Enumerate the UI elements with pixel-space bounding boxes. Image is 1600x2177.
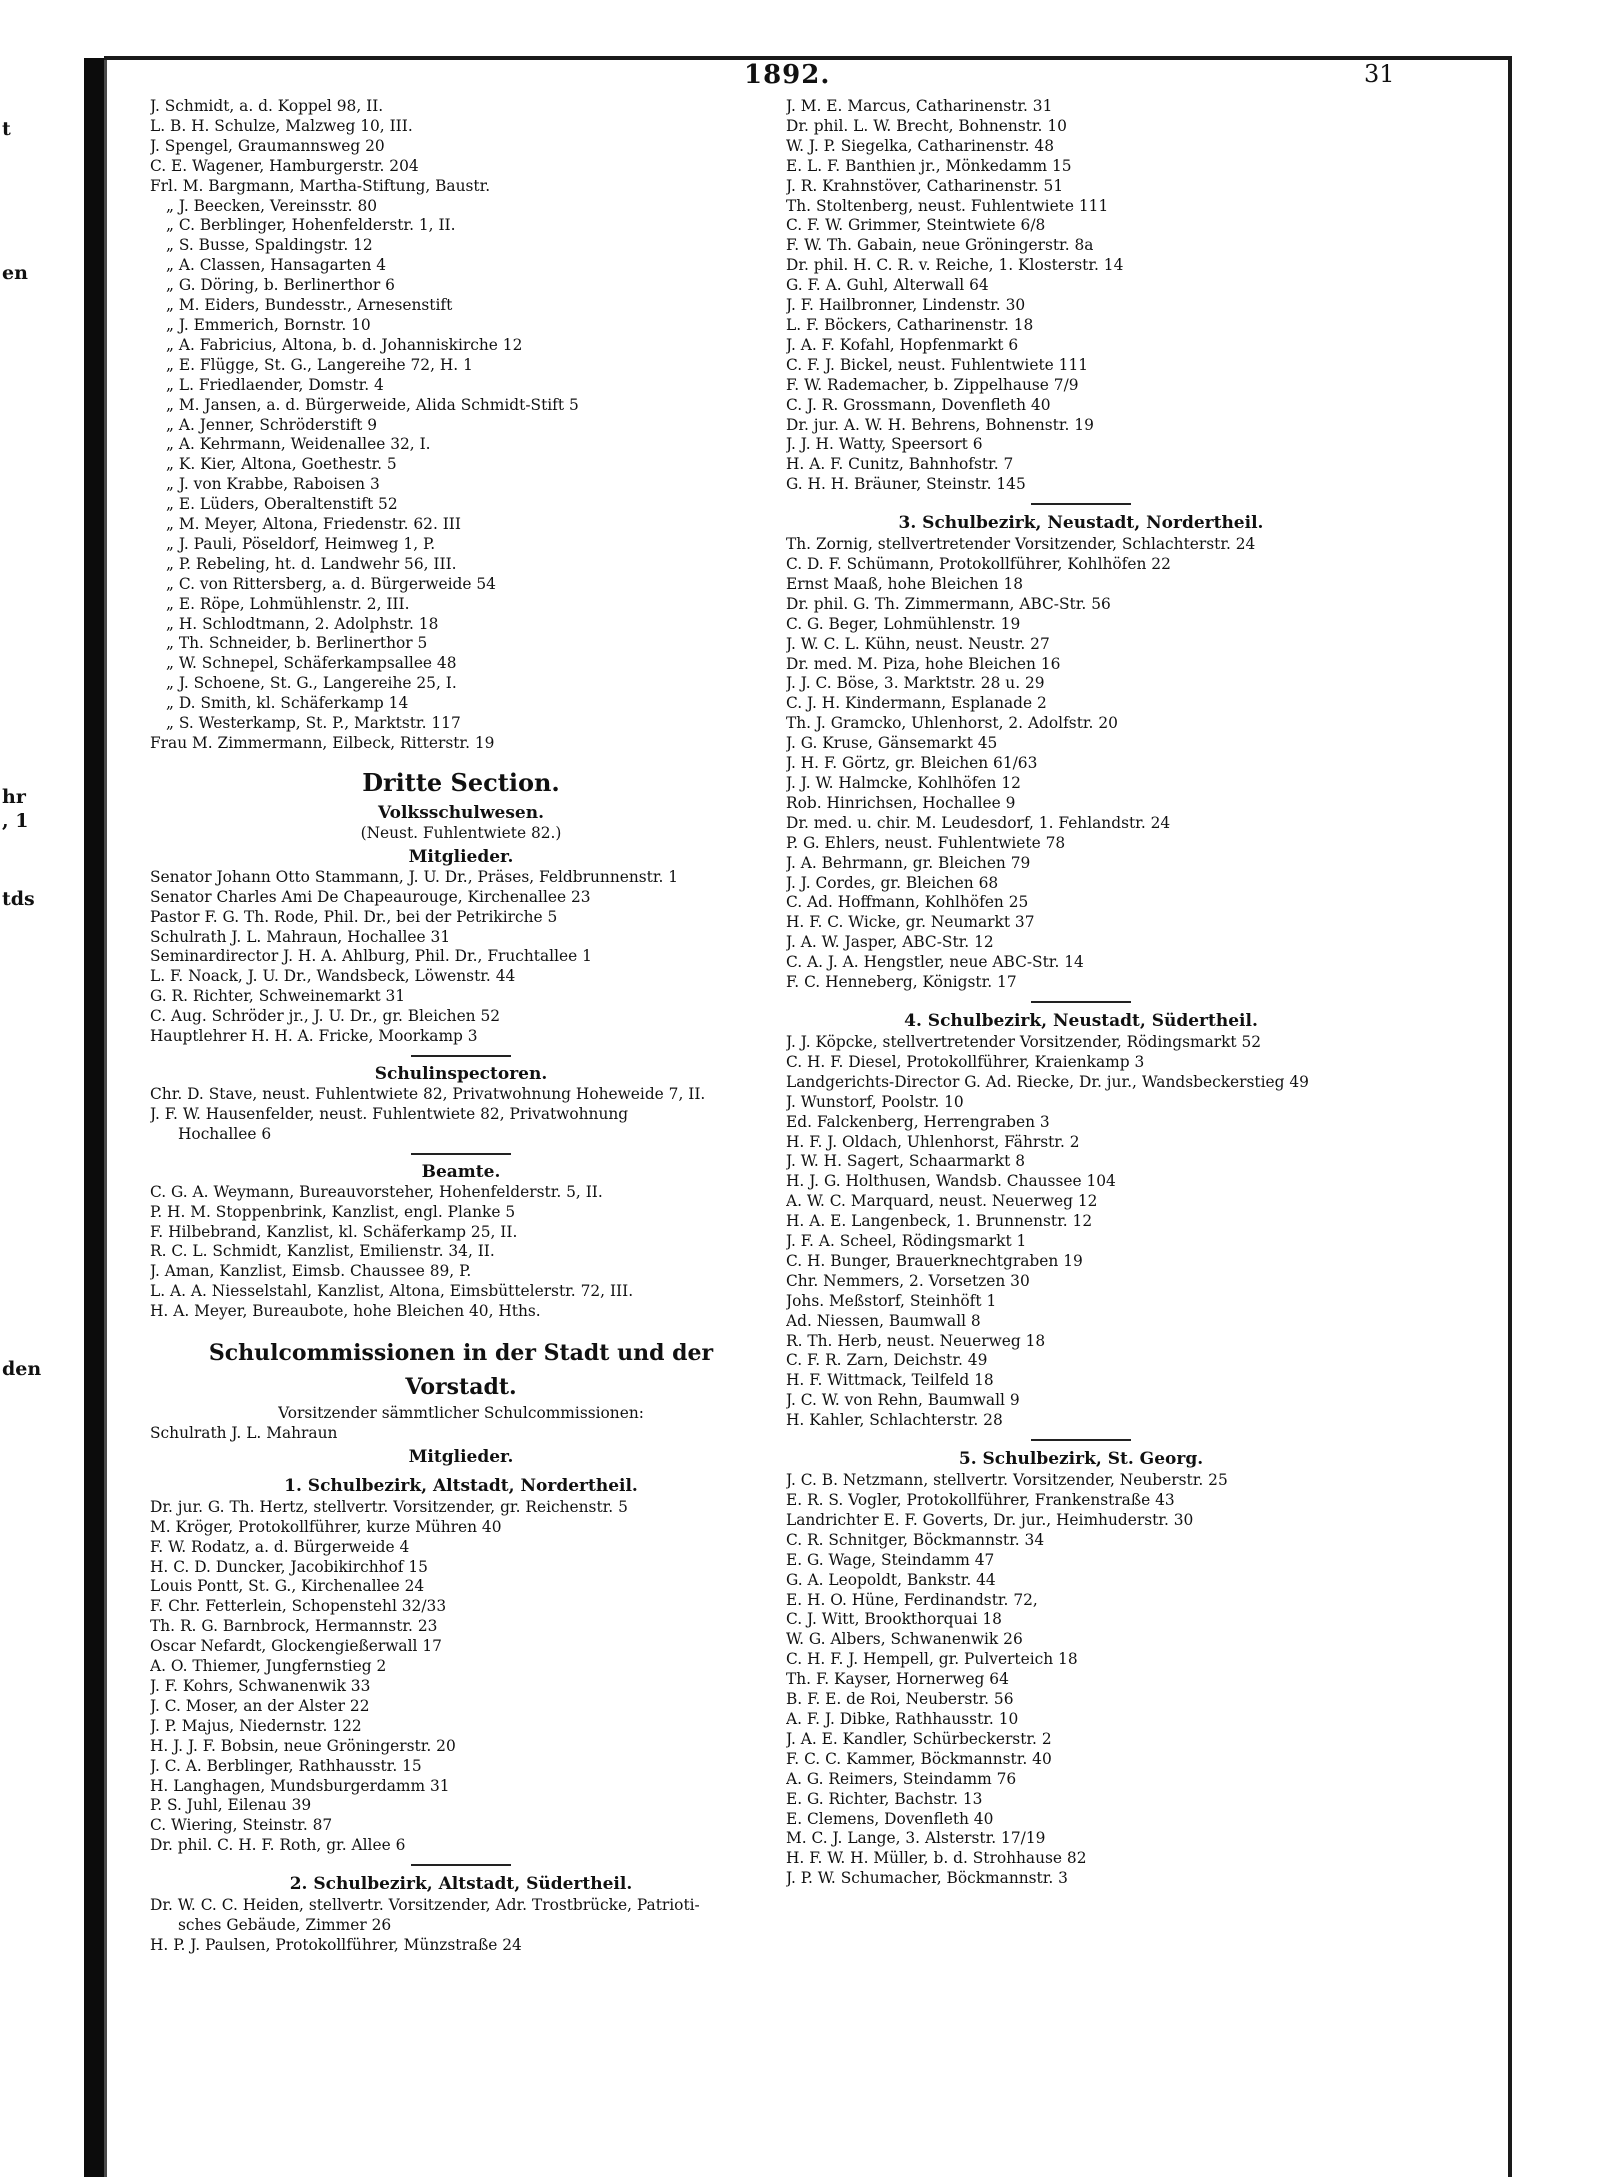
- list-item: Dr. med. u. chir. M. Leudesdorf, 1. Fehlandstr. 24: [786, 813, 1171, 832]
- list-item: „ J. von Krabbe, Raboisen 3: [166, 475, 380, 494]
- list-item: Dr. phil. G. Th. Zimmermann, ABC-Str. 56: [786, 594, 1111, 613]
- right-column: [786, 97, 1376, 1889]
- list-item: „ M. Eiders, Bundesstr., Arnesenstift: [166, 296, 453, 315]
- list-item: J. Schmidt, a. d. Koppel 98, II.: [150, 97, 384, 115]
- list-item: C. F. J. Bickel, neust. Fuhlentwiete 111: [786, 355, 1089, 374]
- list-item: A. O. Thiemer, Jungfernstieg 2: [150, 1657, 387, 1676]
- list-item: F. W. Rodatz, a. d. Bürgerweide 4: [150, 1537, 410, 1556]
- margin-fragment: tds: [2, 888, 35, 910]
- list-item: „ C. Berblinger, Hohenfelderstr. 1, II.: [166, 216, 456, 235]
- subsection-heading: Schulinspectoren.: [374, 1063, 548, 1084]
- list-item: „ P. Rebeling, ht. d. Landwehr 56, III.: [166, 554, 457, 573]
- margin-fragment: hr: [2, 786, 26, 808]
- list-item: E. R. S. Vogler, Protokollführer, Frankenstraße 43: [786, 1491, 1175, 1509]
- list-item: W. G. Albers, Schwanenwik 26: [786, 1630, 1023, 1649]
- list-item: H. J. J. F. Bobsin, neue Gröningerstr. 20: [150, 1736, 456, 1755]
- list-item: J. A. W. Jasper, ABC-Str. 12: [786, 933, 994, 952]
- list-item: Dr. phil. C. H. F. Roth, gr. Allee 6: [150, 1836, 406, 1855]
- list-item: F. W. Th. Gabain, neue Gröningerstr. 8a: [786, 236, 1094, 255]
- margin-fragment: t: [2, 118, 11, 140]
- section-divider: [1031, 503, 1131, 505]
- list-item: [150, 1896, 772, 1936]
- main-heading: Schulcommissionen in der Stadt und der Vorstadt.: [208, 1340, 714, 1401]
- list-item: Ad. Niessen, Baumwall 8: [786, 1311, 981, 1330]
- list-item: Schulrath J. L. Mahraun: [150, 1423, 338, 1442]
- list-item: C. F. R. Zarn, Deichstr. 49: [786, 1351, 988, 1370]
- list-item: Oscar Nefardt, Glockengießerwall 17: [150, 1637, 442, 1656]
- list-item: J. A. F. Kofahl, Hopfenmarkt 6: [786, 335, 1019, 354]
- list-item: C. H. F. J. Hempell, gr. Pulverteich 18: [786, 1650, 1078, 1669]
- list-item: H. F. C. Wicke, gr. Neumarkt 37: [786, 913, 1035, 932]
- list-item: „ A. Fabricius, Altona, b. d. Johanniskirche 12: [166, 335, 523, 354]
- list-item: J. F. Hailbronner, Lindenstr. 30: [786, 296, 1026, 315]
- list-item: „ S. Westerkamp, St. P., Marktstr. 117: [166, 714, 461, 733]
- list-item: H. J. G. Holthusen, Wandsb. Chaussee 104: [786, 1172, 1116, 1191]
- margin-fragment: en: [2, 262, 28, 284]
- district-heading: 2. Schulbezirk, Altstadt, Südertheil.: [289, 1874, 633, 1895]
- list-item: „ M. Jansen, a. d. Bürgerweide, Alida Schmidt-Stift 5: [166, 395, 579, 414]
- list-item: J. J. C. Böse, 3. Marktstr. 28 u. 29: [786, 674, 1045, 693]
- list-item: „ M. Meyer, Altona, Friedenstr. 62. III: [166, 515, 461, 534]
- list-item: „ K. Kier, Altona, Goethestr. 5: [166, 455, 397, 474]
- list-item: J. H. F. Görtz, gr. Bleichen 61/63: [786, 754, 1038, 773]
- list-item: „ W. Schnepel, Schäferkampsallee 48: [166, 654, 457, 673]
- list-item: J. J. W. Halmcke, Kohlhöfen 12: [786, 774, 1021, 792]
- list-item: Frau M. Zimmermann, Eilbeck, Ritterstr. 19: [150, 734, 495, 752]
- list-item: J. J. H. Watty, Speersort 6: [786, 435, 983, 454]
- list-item: C. G. Beger, Lohmühlenstr. 19: [786, 614, 1021, 633]
- list-item: Senator Johann Otto Stammann, J. U. Dr., Präses, Feldbrunnenstr. 1: [150, 867, 679, 886]
- list-item: „ E. Lüders, Oberaltenstift 52: [166, 495, 398, 514]
- page-edge: [104, 58, 107, 2177]
- list-item: J. C. A. Berblinger, Rathhausstr. 15: [150, 1756, 422, 1775]
- list-item: Chr. Nemmers, 2. Vorsetzen 30: [786, 1271, 1030, 1290]
- list-item: H. C. D. Duncker, Jacobikirchhof 15: [150, 1557, 428, 1576]
- margin-fragment: , 1: [2, 810, 29, 832]
- list-item: Dr. phil. H. C. R. v. Reiche, 1. Klosterstr. 14: [786, 256, 1124, 275]
- list-item: „ D. Smith, kl. Schäferkamp 14: [166, 694, 409, 713]
- list-item: H. A. Meyer, Bureaubote, hohe Bleichen 40, Hths.: [150, 1302, 541, 1321]
- list-item: H. Langhagen, Mundsburgerdamm 31: [150, 1776, 450, 1795]
- list-item: C. Ad. Hoffmann, Kohlhöfen 25: [786, 893, 1029, 912]
- centered-note: Vorsitzender sämmtlicher Schulcommissionen:: [278, 1404, 644, 1423]
- list-item: M. Kröger, Protokollführer, kurze Mühren 40: [150, 1517, 502, 1536]
- list-item: C. H. Bunger, Brauerknechtgraben 19: [786, 1251, 1083, 1270]
- list-item: P. H. M. Stoppenbrink, Kanzlist, engl. Planke 5: [150, 1202, 516, 1221]
- book-binding-shadow: [84, 58, 104, 2177]
- list-item: „ G. Döring, b. Berlinerthor 6: [166, 276, 395, 295]
- centered-note: (Neust. Fuhlentwiete 82.): [360, 823, 562, 842]
- list-item: C. Wiering, Steinstr. 87: [150, 1816, 333, 1835]
- list-item: J. P. W. Schumacher, Böckmannstr. 3: [786, 1869, 1068, 1888]
- margin-fragment: den: [2, 1358, 42, 1380]
- list-item: H. P. J. Paulsen, Protokollführer, Münzstraße 24: [150, 1935, 522, 1954]
- list-item: E. G. Wage, Steindamm 47: [786, 1550, 995, 1569]
- list-item: L. F. Noack, J. U. Dr., Wandsbeck, Löwenstr. 44: [150, 967, 516, 986]
- list-item: G. F. A. Guhl, Alterwall 64: [786, 276, 989, 295]
- list-item: C. J. R. Grossmann, Dovenfleth 40: [786, 395, 1051, 414]
- list-item: G. A. Leopoldt, Bankstr. 44: [786, 1570, 996, 1589]
- list-item: Dr. jur. G. Th. Hertz, stellvertr. Vorsitzender, gr. Reichenstr. 5: [150, 1497, 628, 1516]
- section-divider: [1031, 1439, 1131, 1441]
- list-item: J. M. E. Marcus, Catharinenstr. 31: [786, 97, 1053, 115]
- list-item: „ J. Pauli, Pöseldorf, Heimweg 1, P.: [166, 534, 436, 553]
- list-item: J. G. Kruse, Gänsemarkt 45: [786, 734, 998, 753]
- list-item: H. A. E. Langenbeck, 1. Brunnenstr. 12: [786, 1212, 1093, 1231]
- list-item: H. A. F. Cunitz, Bahnhofstr. 7: [786, 455, 1014, 474]
- list-item: Th. Zornig, stellvertretender Vorsitzender, Schlachterstr. 24: [786, 535, 1256, 554]
- list-item: „ J. Beecken, Vereinsstr. 80: [166, 196, 378, 215]
- list-item: Rob. Hinrichsen, Hochallee 9: [786, 793, 1016, 812]
- list-item: J. W. C. L. Kühn, neust. Neustr. 27: [786, 634, 1050, 653]
- list-item: J. Aman, Kanzlist, Eimsb. Chaussee 89, P.: [150, 1262, 472, 1281]
- list-item: P. S. Juhl, Eilenau 39: [150, 1796, 312, 1815]
- list-item: J. J. Cordes, gr. Bleichen 68: [786, 873, 999, 892]
- page-number: 31: [1364, 60, 1395, 88]
- list-item: J. R. Krahnstöver, Catharinenstr. 51: [786, 176, 1064, 195]
- list-item: [150, 1105, 772, 1145]
- section-divider: [411, 1153, 511, 1155]
- list-item: A. F. J. Dibke, Rathhausstr. 10: [786, 1709, 1019, 1728]
- list-item: „ S. Busse, Spaldingstr. 12: [166, 236, 373, 255]
- list-item: Senator Charles Ami De Chapeaurouge, Kirchenallee 23: [150, 887, 591, 906]
- list-item: C. J. H. Kindermann, Esplanade 2: [786, 694, 1047, 713]
- list-item: „ Th. Schneider, b. Berlinerthor 5: [166, 634, 428, 653]
- list-item: Ed. Falckenberg, Herrengraben 3: [786, 1112, 1050, 1131]
- list-item: C. F. W. Grimmer, Steintwiete 6/8: [786, 216, 1046, 235]
- list-item: J. C. W. von Rehn, Baumwall 9: [786, 1391, 1020, 1410]
- list-item: Dr. med. M. Piza, hohe Bleichen 16: [786, 654, 1061, 673]
- list-item-text: J. F. W. Hausenfelder, neust. Fuhlentwiete 82, Privatwohnung: [150, 1104, 629, 1123]
- list-item: G. H. H. Bräuner, Steinstr. 145: [786, 475, 1026, 494]
- list-item: „ L. Friedlaender, Domstr. 4: [166, 375, 384, 394]
- left-column: [150, 97, 772, 1956]
- list-item: G. R. Richter, Schweinemarkt 31: [150, 987, 406, 1006]
- list-item: Landgerichts-Director G. Ad. Riecke, Dr. jur., Wandsbeckerstieg 49: [786, 1072, 1309, 1091]
- section-title: Dritte Section.: [362, 767, 560, 797]
- margin-fragments: [0, 0, 84, 2177]
- list-item: L. B. H. Schulze, Malzweg 10, III.: [150, 116, 413, 135]
- list-item: Th. Stoltenberg, neust. Fuhlentwiete 111: [786, 196, 1109, 215]
- subsection-heading: Mitglieder.: [408, 846, 514, 867]
- list-item: „ C. von Rittersberg, a. d. Bürgerweide 54: [166, 574, 496, 593]
- list-item: F. Hilbebrand, Kanzlist, kl. Schäferkamp 25, II.: [150, 1222, 518, 1241]
- list-item: P. G. Ehlers, neust. Fuhlentwiete 78: [786, 833, 1066, 852]
- list-item: A. G. Reimers, Steindamm 76: [786, 1769, 1017, 1788]
- list-item: F. Chr. Fetterlein, Schopenstehl 32/33: [150, 1597, 447, 1616]
- list-item: „ A. Classen, Hansagarten 4: [166, 256, 387, 275]
- list-item: C. D. F. Schümann, Protokollführer, Kohlhöfen 22: [786, 555, 1171, 574]
- list-item: H. Kahler, Schlachterstr. 28: [786, 1411, 1003, 1430]
- subsection-heading: Mitglieder.: [408, 1446, 514, 1467]
- list-item: „ J. Schoene, St. G., Langereihe 25, I.: [166, 674, 457, 693]
- list-item: C. R. Schnitger, Böckmannstr. 34: [786, 1530, 1045, 1549]
- list-item: C. J. Witt, Brookthorquai 18: [786, 1610, 1002, 1629]
- list-item: Seminardirector J. H. A. Ahlburg, Phil. Dr., Fruchtallee 1: [150, 947, 592, 966]
- list-item: C. A. J. A. Hengstler, neue ABC-Str. 14: [786, 953, 1084, 972]
- list-item-continuation: Hochallee 6: [178, 1124, 272, 1143]
- list-item: E. L. F. Banthien jr., Mönkedamm 15: [786, 156, 1072, 175]
- list-item: E. G. Richter, Bachstr. 13: [786, 1789, 983, 1808]
- list-item: Th. R. G. Barnbrock, Hermannstr. 23: [150, 1617, 438, 1636]
- adjacent-page-margin: [0, 0, 84, 2177]
- list-item: J. A. E. Kandler, Schürbeckerstr. 2: [786, 1729, 1052, 1748]
- list-item: J. F. A. Scheel, Rödingsmarkt 1: [786, 1232, 1027, 1251]
- list-item: H. F. W. H. Müller, b. d. Strohhause 82: [786, 1849, 1087, 1868]
- subsection-heading: Beamte.: [421, 1161, 501, 1182]
- page-year: 1892.: [744, 60, 831, 90]
- district-heading: 1. Schulbezirk, Altstadt, Nordertheil.: [284, 1475, 638, 1496]
- list-item: „ A. Kehrmann, Weidenallee 32, I.: [166, 435, 431, 454]
- list-item: L. F. Böckers, Catharinenstr. 18: [786, 315, 1034, 334]
- section-divider: [411, 1055, 511, 1057]
- list-item-continuation: sches Gebäude, Zimmer 26: [178, 1916, 392, 1935]
- list-item: F. C. C. Kammer, Böckmannstr. 40: [786, 1749, 1052, 1768]
- list-item: J. J. Köpcke, stellvertretender Vorsitzender, Rödingsmarkt 52: [786, 1032, 1262, 1051]
- list-item: F. C. Henneberg, Königstr. 17: [786, 973, 1017, 992]
- list-item: H. F. Wittmack, Teilfeld 18: [786, 1371, 994, 1390]
- list-item: Frl. M. Bargmann, Martha-Stiftung, Baustr.: [150, 176, 491, 195]
- list-item: W. J. P. Siegelka, Catharinenstr. 48: [786, 136, 1054, 155]
- list-item: A. W. C. Marquard, neust. Neuerweg 12: [786, 1192, 1098, 1211]
- list-item: Landrichter E. F. Goverts, Dr. jur., Heimhuderstr. 30: [786, 1510, 1194, 1529]
- list-item: F. W. Rademacher, b. Zippelhause 7/9: [786, 375, 1079, 394]
- list-item: C. Aug. Schröder jr., J. U. Dr., gr. Bleichen 52: [150, 1007, 501, 1026]
- list-item: L. A. A. Niesselstahl, Kanzlist, Altona, Eimsbüttelerstr. 72, III.: [150, 1282, 634, 1301]
- list-item: J. Wunstorf, Poolstr. 10: [786, 1092, 964, 1111]
- list-item: R. Th. Herb, neust. Neuerweg 18: [786, 1331, 1046, 1350]
- list-item: „ E. Röpe, Lohmühlenstr. 2, III.: [166, 594, 410, 613]
- right-border: [1508, 56, 1512, 2177]
- list-item: Schulrath J. L. Mahraun, Hochallee 31: [150, 927, 451, 946]
- list-item: E. H. O. Hüne, Ferdinandstr. 72,: [786, 1590, 1038, 1609]
- list-item: E. Clemens, Dovenfleth 40: [786, 1809, 994, 1828]
- list-item: Th. J. Gramcko, Uhlenhorst, 2. Adolfstr. 20: [786, 714, 1118, 733]
- list-item: Dr. phil. L. W. Brecht, Bohnenstr. 10: [786, 116, 1067, 135]
- list-item: J. W. H. Sagert, Schaarmarkt 8: [786, 1152, 1025, 1171]
- list-item: J. C. B. Netzmann, stellvertr. Vorsitzender, Neuberstr. 25: [786, 1471, 1228, 1490]
- district-heading: 5. Schulbezirk, St. Georg.: [958, 1449, 1204, 1470]
- list-item: Pastor F. G. Th. Rode, Phil. Dr., bei der Petrikirche 5: [150, 907, 558, 926]
- section-divider: [411, 1864, 511, 1866]
- list-item: J. F. Kohrs, Schwanenwik 33: [150, 1677, 371, 1695]
- list-item: Johs. Meßstorf, Steinhöft 1: [786, 1291, 997, 1310]
- list-item: C. H. F. Diesel, Protokollführer, Kraienkamp 3: [786, 1052, 1145, 1071]
- list-item: Th. F. Kayser, Hornerweg 64: [786, 1670, 1009, 1689]
- section-divider: [1031, 1001, 1131, 1003]
- list-item: Louis Pontt, St. G., Kirchenallee 24: [150, 1577, 425, 1596]
- list-item-text: Dr. W. C. C. Heiden, stellvertr. Vorsitzender, Adr. Trostbrücke, Patrioti-: [150, 1896, 700, 1915]
- subsection-heading: Volksschulwesen.: [378, 802, 544, 823]
- list-item: „ A. Jenner, Schröderstift 9: [166, 415, 378, 434]
- list-item: R. C. L. Schmidt, Kanzlist, Emilienstr. 34, II.: [150, 1242, 495, 1261]
- list-item: J. C. Moser, an der Alster 22: [150, 1696, 370, 1715]
- list-item: J. Spengel, Graumannsweg 20: [150, 136, 385, 155]
- list-item: Dr. jur. A. W. H. Behrens, Bohnenstr. 19: [786, 415, 1094, 434]
- list-item: H. F. J. Oldach, Uhlenhorst, Fährstr. 2: [786, 1132, 1080, 1151]
- list-item: „ E. Flügge, St. G., Langereihe 72, H. 1: [166, 355, 473, 374]
- list-item: „ H. Schlodtmann, 2. Adolphstr. 18: [166, 614, 439, 633]
- list-item: M. C. J. Lange, 3. Alsterstr. 17/19: [786, 1829, 1046, 1848]
- list-item: Ernst Maaß, hohe Bleichen 18: [786, 574, 1024, 593]
- district-heading: 4. Schulbezirk, Neustadt, Südertheil.: [904, 1010, 1258, 1031]
- list-item: C. E. Wagener, Hamburgerstr. 204: [150, 156, 419, 175]
- list-item: J. A. Behrmann, gr. Bleichen 79: [786, 853, 1031, 872]
- list-item: B. F. E. de Roi, Neuberstr. 56: [786, 1690, 1014, 1709]
- list-item: Hauptlehrer H. H. A. Fricke, Moorkamp 3: [150, 1027, 478, 1046]
- list-item: J. P. Majus, Niedernstr. 122: [150, 1716, 362, 1735]
- list-item: Chr. D. Stave, neust. Fuhlentwiete 82, Privatwohnung Hoheweide 7, II.: [150, 1084, 706, 1103]
- list-item: C. G. A. Weymann, Bureauvorsteher, Hohenfelderstr. 5, II.: [150, 1182, 603, 1201]
- list-item: „ J. Emmerich, Bornstr. 10: [166, 315, 371, 334]
- district-heading: 3. Schulbezirk, Neustadt, Nordertheil.: [898, 513, 1264, 534]
